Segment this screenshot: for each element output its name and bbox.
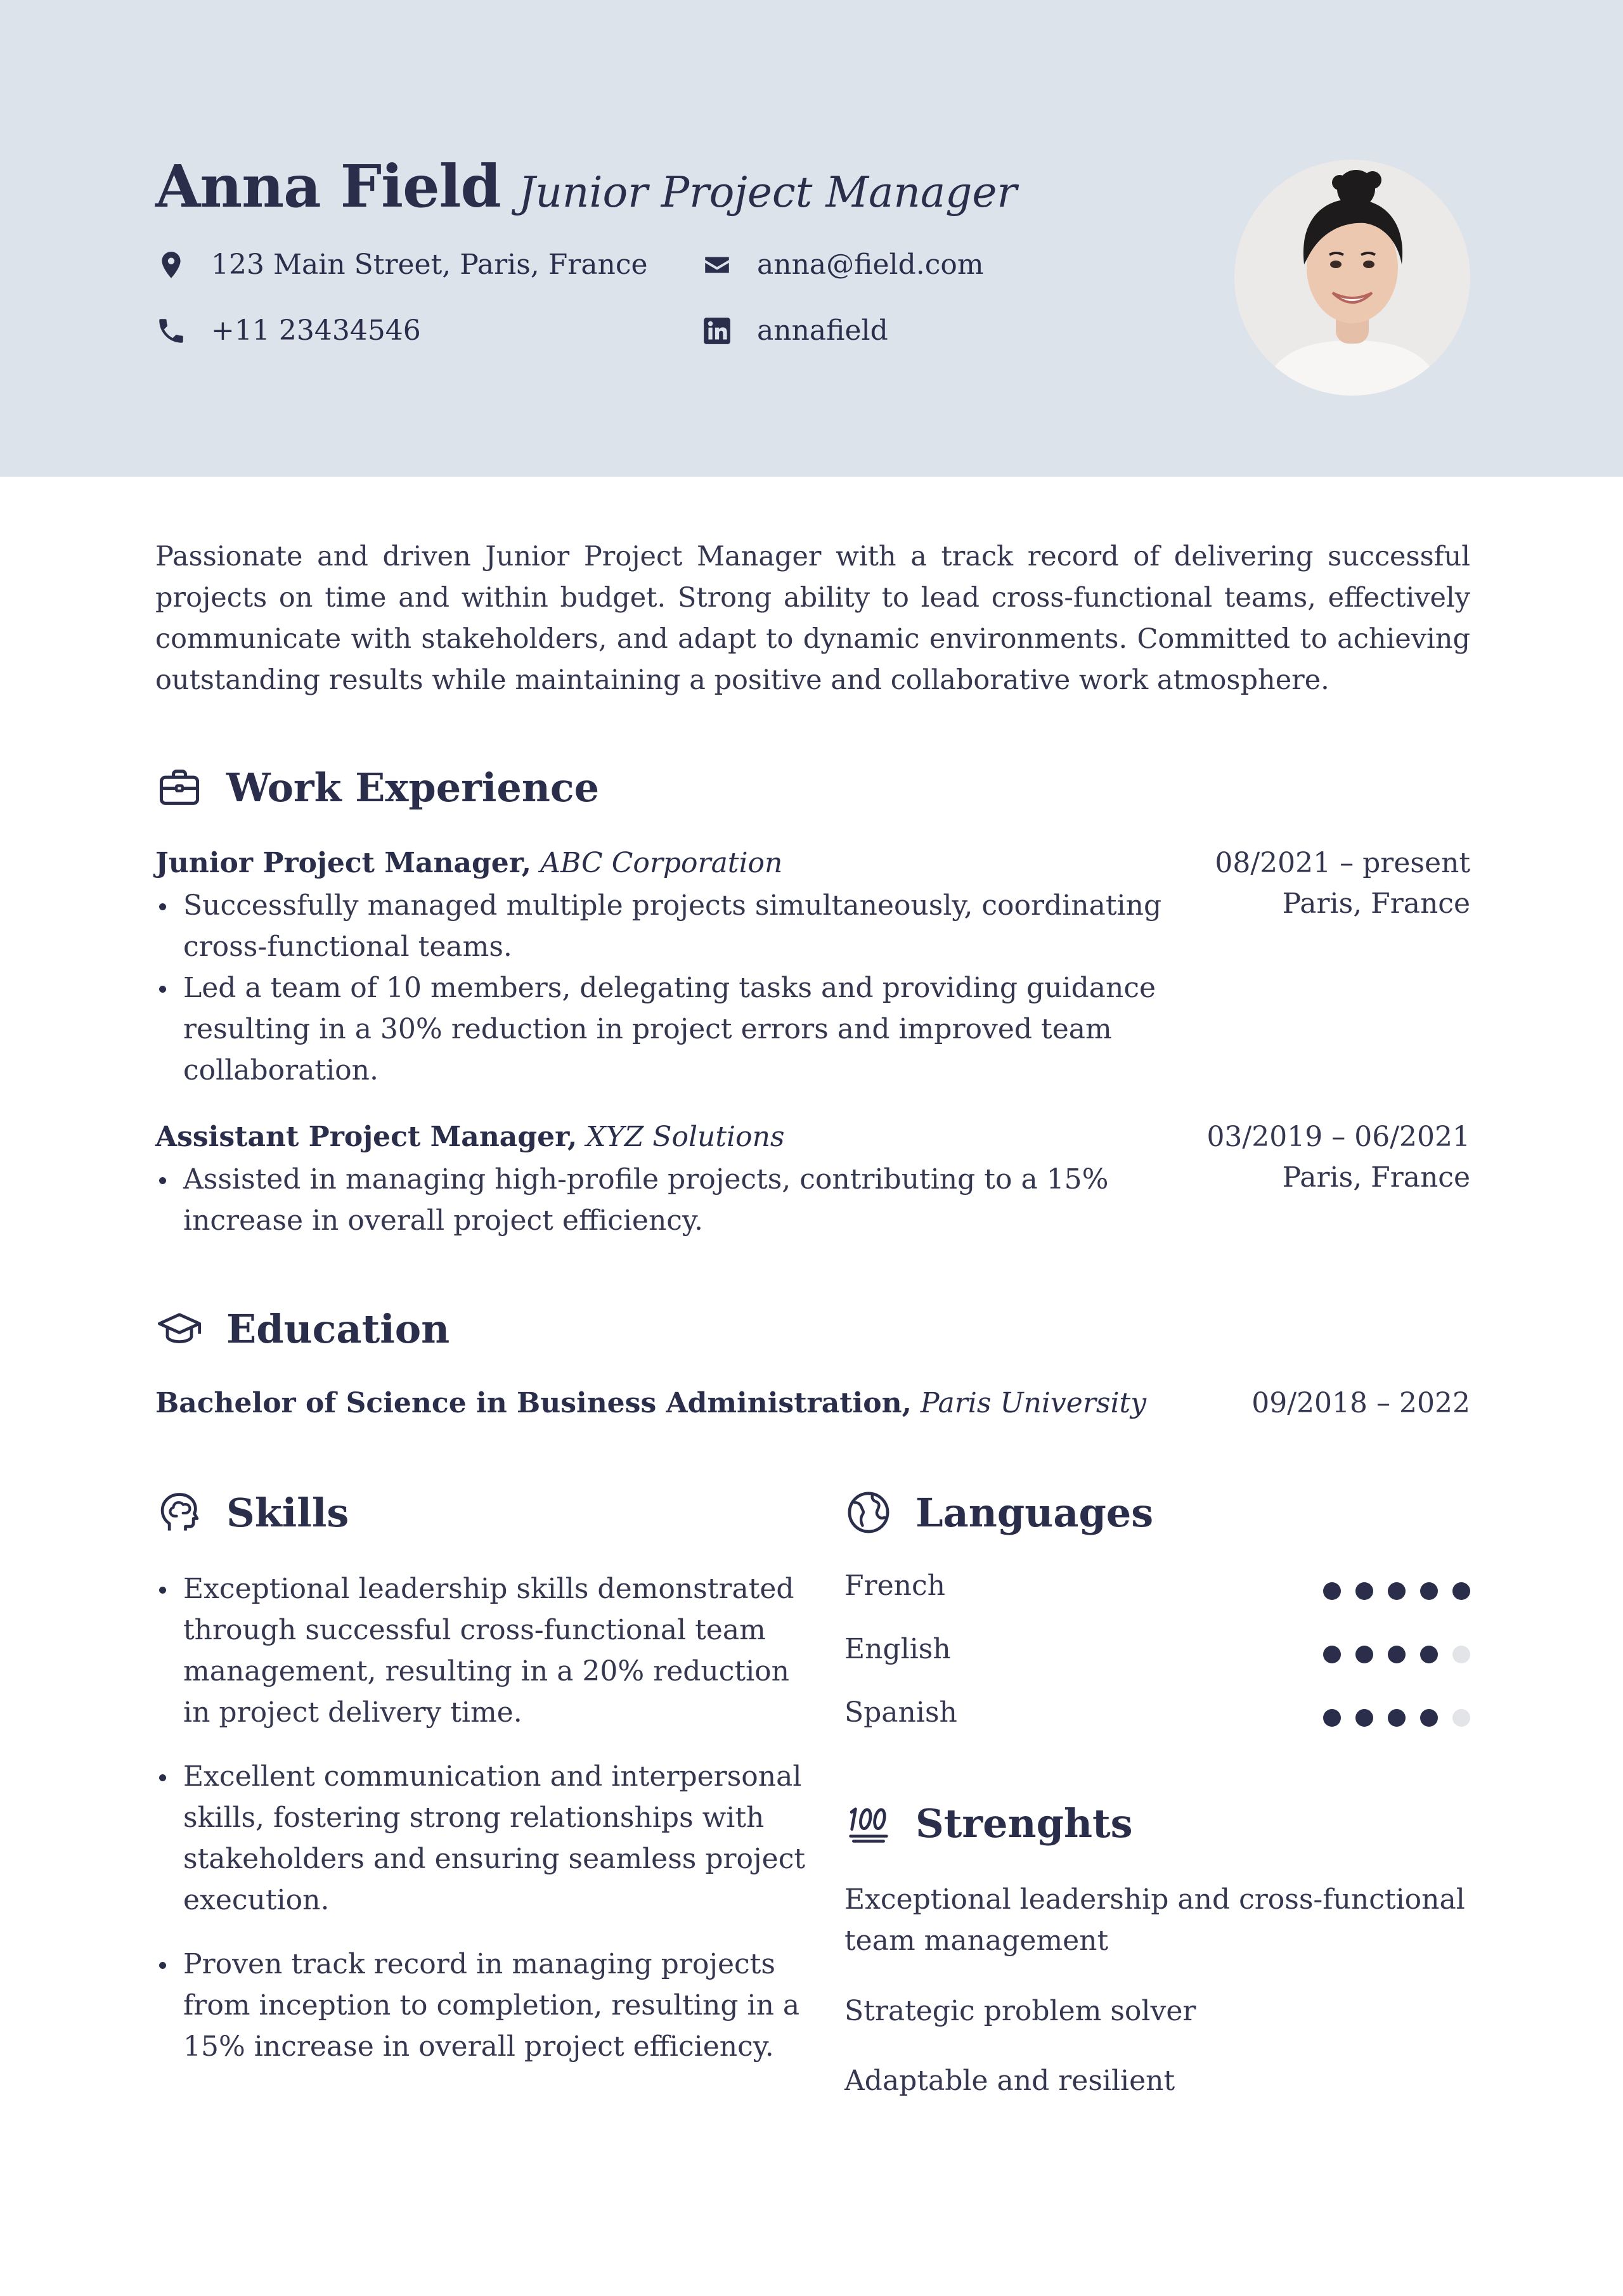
name-row bbox=[155, 152, 1017, 221]
work-experience-heading bbox=[155, 763, 599, 811]
list-item: Proven track record in managing projects from inception to completion, resulting in a 15% increase in overall project efficiency. bbox=[155, 1944, 808, 2067]
strength-item: Strategic problem solver bbox=[844, 1995, 1196, 2027]
level-dot-filled bbox=[1355, 1582, 1373, 1600]
languages-title: Languages bbox=[915, 1489, 1154, 1536]
level-dot-filled bbox=[1452, 1582, 1470, 1600]
phone-icon bbox=[155, 315, 187, 347]
email-text[interactable]: anna@field.com bbox=[757, 248, 984, 281]
degree: Bachelor of Science in Business Administration, bbox=[155, 1387, 912, 1419]
briefcase-icon bbox=[155, 763, 204, 811]
linkedin-icon bbox=[701, 315, 733, 347]
education-entry bbox=[155, 1387, 1146, 1419]
job-title: Junior Project Manager bbox=[518, 168, 1018, 217]
education-title: Education bbox=[226, 1305, 450, 1352]
linkedin-contact[interactable] bbox=[701, 314, 888, 347]
job-bullets bbox=[155, 1159, 1163, 1241]
level-dot-filled bbox=[1420, 1646, 1438, 1663]
level-dot-filled bbox=[1323, 1646, 1341, 1663]
level-dot-empty bbox=[1452, 1646, 1470, 1663]
graduation-cap-icon bbox=[155, 1305, 204, 1353]
language-level bbox=[1309, 1709, 1470, 1727]
skills-heading bbox=[155, 1488, 349, 1537]
address-contact bbox=[155, 248, 648, 281]
work-experience-title: Work Experience bbox=[226, 764, 600, 811]
level-dot-filled bbox=[1388, 1582, 1406, 1600]
level-dot-filled bbox=[1420, 1582, 1438, 1600]
education-heading bbox=[155, 1305, 449, 1353]
resume-header bbox=[0, 0, 1623, 477]
language-row bbox=[844, 1570, 1470, 1614]
level-dot-filled bbox=[1323, 1709, 1341, 1727]
level-dot-filled bbox=[1355, 1709, 1373, 1727]
language-level bbox=[1309, 1646, 1470, 1663]
skills-title: Skills bbox=[226, 1489, 349, 1536]
job-role: Junior Project Manager, bbox=[155, 847, 532, 879]
level-dot-empty bbox=[1452, 1709, 1470, 1727]
strengths-heading bbox=[844, 1799, 1133, 1847]
language-level bbox=[1309, 1582, 1470, 1600]
list-item: Led a team of 10 members, delegating tasks and providing guidance resulting in a 30% reduction in project errors and improved team collaboration. bbox=[155, 967, 1163, 1091]
hundred-points-icon bbox=[844, 1799, 893, 1847]
list-item: Successfully managed multiple projects simultaneously, coordinating cross-functional teams. bbox=[155, 885, 1163, 967]
job-location: Paris, France bbox=[1282, 1161, 1470, 1194]
job-dates: 08/2021 – present bbox=[1215, 847, 1470, 879]
envelope-icon bbox=[701, 249, 733, 281]
linkedin-text[interactable]: annafield bbox=[757, 314, 888, 347]
language-row bbox=[844, 1633, 1470, 1677]
job-company: XYZ Solutions bbox=[586, 1121, 785, 1153]
job-company: ABC Corporation bbox=[540, 847, 783, 879]
level-dot-filled bbox=[1323, 1582, 1341, 1600]
job-location: Paris, France bbox=[1282, 887, 1470, 920]
profile-summary: Passionate and driven Junior Project Manager with a track record of delivering successful projects on time and within budget. Strong ability to lead cross-functional teams, effectively communicate with stakeholders, and adapt to dynamic environments. Committed to achieving outstanding results while maintaining a positive and collaborative work atmosphere. bbox=[155, 541, 1470, 696]
list-item: Assisted in managing high-profile projects, contributing to a 15% increase in overall project efficiency. bbox=[155, 1159, 1163, 1241]
profile-photo bbox=[1234, 160, 1470, 396]
job-title-line bbox=[155, 847, 782, 879]
email-contact[interactable] bbox=[701, 248, 984, 281]
job-bullets bbox=[155, 885, 1163, 1091]
level-dot-filled bbox=[1388, 1646, 1406, 1663]
phone-text: +11 23434546 bbox=[211, 314, 421, 347]
profile-portrait-illustration bbox=[1234, 160, 1470, 396]
language-name: English bbox=[844, 1633, 951, 1665]
level-dot-filled bbox=[1388, 1709, 1406, 1727]
list-item: Exceptional leadership skills demonstrated through successful cross-functional team management, resulting in a 20% reduction in project delivery time. bbox=[155, 1568, 808, 1733]
school: Paris University bbox=[920, 1387, 1147, 1419]
job-title-line bbox=[155, 1121, 785, 1153]
strengths-title: Strenghts bbox=[915, 1800, 1133, 1847]
job-role: Assistant Project Manager, bbox=[155, 1121, 578, 1153]
strength-item: Adaptable and resilient bbox=[844, 2065, 1175, 2097]
globe-icon bbox=[844, 1488, 893, 1537]
language-row bbox=[844, 1696, 1470, 1741]
phone-contact bbox=[155, 314, 421, 347]
list-item: Excellent communication and interpersonal skills, fostering strong relationships with stakeholders and ensuring seamless project execution. bbox=[155, 1756, 808, 1921]
skills-list bbox=[155, 1568, 808, 2067]
candidate-name: Anna Field bbox=[155, 152, 501, 221]
level-dot-filled bbox=[1355, 1646, 1373, 1663]
location-pin-icon bbox=[155, 249, 187, 281]
language-name: French bbox=[844, 1570, 945, 1602]
strength-item: Exceptional leadership and cross-functional team management bbox=[844, 1883, 1465, 1957]
address-text: 123 Main Street, Paris, France bbox=[211, 248, 648, 281]
level-dot-filled bbox=[1420, 1709, 1438, 1727]
head-brain-icon bbox=[155, 1488, 204, 1537]
language-name: Spanish bbox=[844, 1696, 957, 1729]
education-dates: 09/2018 – 2022 bbox=[1251, 1387, 1470, 1419]
languages-heading bbox=[844, 1488, 1153, 1537]
job-dates: 03/2019 – 06/2021 bbox=[1206, 1121, 1470, 1153]
